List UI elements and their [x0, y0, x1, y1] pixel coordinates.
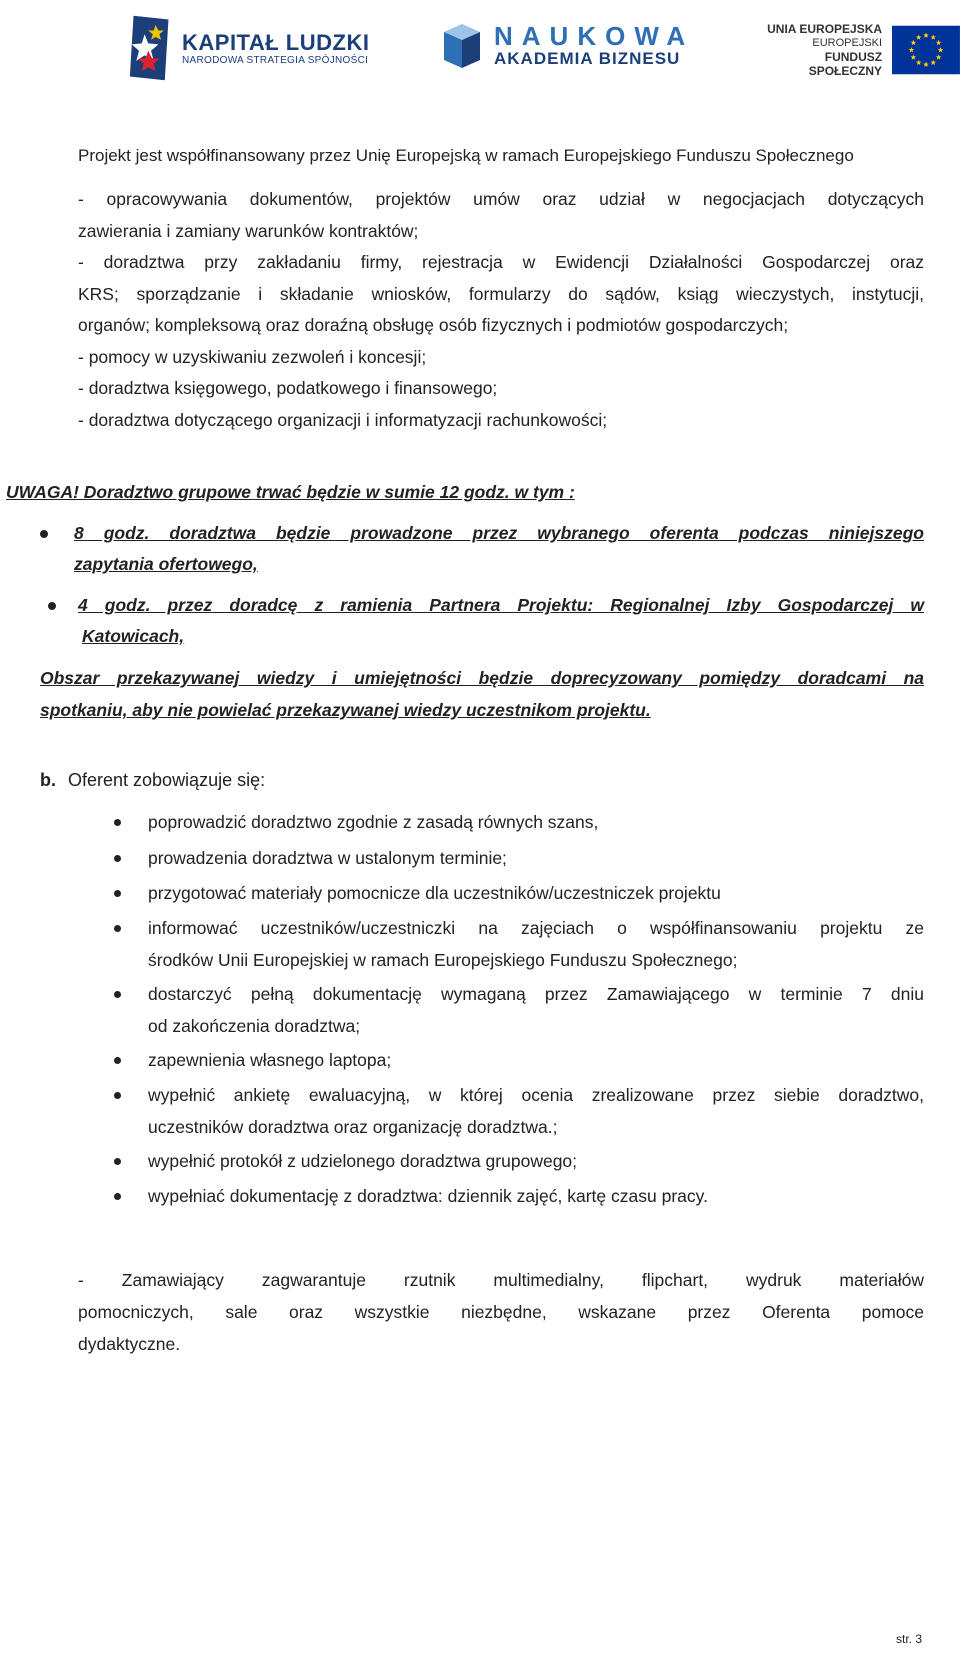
- page-number: str. 3: [895, 1632, 922, 1646]
- closing-line: dydaktyczne.: [78, 1334, 181, 1354]
- obligation-line: poprowadzić doradztwo zgodnie z zasadą równych szans,: [148, 812, 599, 832]
- bullet-dot-icon: [114, 1158, 121, 1165]
- kapital-ludzki-title: KAPITAŁ LUDZKI: [182, 29, 370, 55]
- intro-item-line: - pomocy w uzyskiwaniu zezwoleń i koncesji;: [78, 346, 427, 367]
- obligation-line: od zakończenia doradztwa;: [148, 1016, 361, 1036]
- obligation-item: [148, 978, 924, 1042]
- obligation-line: przygotować materiały pomocnicze dla uczestników/uczestniczek projektu: [148, 883, 721, 903]
- obligation-item: [148, 1079, 924, 1143]
- intro-item-line: organów; kompleksową oraz doraźną obsługę osób fizycznych i podmiotów gospodarczych;: [78, 315, 789, 335]
- obligation-item: [148, 806, 924, 838]
- uwaga-bullet-line: 4 godz. przez doradcę z ramienia Partnera Projektu: Regionalnej Izby Gospodarczej w: [78, 595, 924, 615]
- cube-icon: [442, 22, 482, 70]
- bullet-dot-icon: [40, 530, 48, 538]
- intro-item-line: KRS; sporządzanie i składanie wniosków, formularzy do sądów, ksiąg wieczystych, instytucji,: [78, 283, 924, 304]
- obligations-title: Oferent zobowiązuje się:: [68, 770, 266, 790]
- naukowa-title: NAUKOWA: [494, 21, 695, 51]
- obligation-line: wypełniać dokumentację z doradztwa: dziennik zajęć, kartę czasu pracy.: [148, 1186, 708, 1206]
- intro-item-line: - doradztwa dotyczącego organizacji i informatyzacji rachunkowości;: [78, 409, 608, 430]
- bullet-dot-icon: [114, 991, 121, 998]
- bullet-dot-icon: [114, 1057, 121, 1064]
- bullet-dot-icon: [114, 925, 121, 932]
- eu-line2: EUROPEJSKI: [812, 37, 883, 49]
- bullet-dot-icon: [48, 602, 56, 610]
- bullet-dot-icon: [114, 890, 121, 897]
- project-cofinancing-line: Projekt jest współfinansowany przez Unię Europejską w ramach Europejskiego Funduszu Społecznego: [78, 146, 854, 165]
- uwaga-bullet-line: Katowicach,: [82, 626, 185, 646]
- eu-line1: UNIA EUROPEJSKA: [767, 22, 883, 36]
- bullet-dot-icon: [114, 1193, 121, 1200]
- obligation-item: [148, 842, 924, 874]
- obligation-line: wypełnić protokół z udzielonego doradztwa grupowego;: [148, 1151, 578, 1171]
- obligation-line: wypełnić ankietę ewaluacyjną, w której ocenia zrealizowane przez siebie doradztwo,: [148, 1085, 924, 1105]
- obszar-line: Obszar przekazywanej wiedzy i umiejętności będzie doprecyzowany pomiędzy doradcami na: [40, 668, 924, 688]
- uwaga-bullet-8h: [74, 518, 924, 580]
- closing-paragraph: [78, 1264, 924, 1360]
- obligations-heading: [40, 770, 265, 791]
- bullet-dot-icon: [114, 855, 121, 862]
- intro-item-line: - doradztwa księgowego, podatkowego i finansowego;: [78, 378, 498, 398]
- obligation-line: zapewnienia własnego laptopa;: [148, 1050, 392, 1070]
- uwaga-bullet-4h: [78, 590, 924, 652]
- eu-line3: FUNDUSZ SPOŁECZNY: [808, 50, 883, 78]
- kapital-ludzki-star-icon: [128, 12, 174, 84]
- intro-list: [78, 184, 924, 436]
- kapital-ludzki-logo: [128, 12, 369, 84]
- uwaga-bullet-line: 8 godz. doradztwa będzie prowadzone przez wybranego oferenta podczas niniejszego: [74, 523, 924, 543]
- obligation-line: informować uczestników/uczestniczki na zajęciach o współfinansowaniu projektu ze: [148, 918, 924, 938]
- obligation-line: prowadzenia doradztwa w ustalonym terminie;: [148, 848, 507, 868]
- obligation-item: [148, 1145, 924, 1177]
- intro-item-line: - opracowywania dokumentów, projektów umów oraz udział w negocjacjach dotyczących: [78, 189, 924, 209]
- eu-flag-icon: [892, 25, 960, 75]
- obszar-note: [40, 662, 924, 726]
- closing-line: - Zamawiający zagwarantuje rzutnik multimedialny, flipchart, wydruk materiałów: [78, 1270, 924, 1290]
- obligation-line: uczestników doradztwa oraz organizację doradztwa.;: [148, 1117, 558, 1137]
- obligation-item: [148, 912, 924, 976]
- eu-logo: [752, 22, 960, 78]
- obligation-line: dostarczyć pełną dokumentację wymaganą przez Zamawiającego w terminie 7 dniu: [148, 984, 924, 1004]
- obszar-line: spotkaniu, aby nie powielać przekazywanej wiedzy uczestnikom projektu.: [40, 700, 651, 720]
- naukowa-akademia-logo: [442, 22, 694, 70]
- obligation-item: [148, 877, 924, 909]
- intro-item-line: zawierania i zamiany warunków kontraktów;: [78, 220, 419, 241]
- intro-item-line: - doradztwa przy zakładaniu firmy, rejestracja w Ewidencji Działalności Gospodarczej oraz: [78, 252, 924, 272]
- bullet-dot-icon: [114, 819, 121, 826]
- uwaga-bullet-line: zapytania ofertowego,: [74, 554, 258, 574]
- section-label: b.: [40, 770, 56, 790]
- closing-line: pomocniczych, sale oraz wszystkie niezbędne, wskazane przez Oferenta pomoce: [78, 1302, 924, 1322]
- obligation-item: [148, 1044, 924, 1076]
- kapital-ludzki-subtitle: NARODOWA STRATEGIA SPÓJNOŚCI: [182, 54, 369, 66]
- uwaga-heading: UWAGA! Doradztwo grupowe trwać będzie w sumie 12 godz. w tym :: [6, 482, 575, 502]
- obligation-item: [148, 1180, 924, 1212]
- header: [0, 0, 960, 165]
- bullet-dot-icon: [114, 1092, 121, 1099]
- naukowa-subtitle: AKADEMIA BIZNESU: [494, 49, 681, 68]
- obligation-line: środków Unii Europejskiej w ramach Europejskiego Funduszu Społecznego;: [148, 950, 738, 970]
